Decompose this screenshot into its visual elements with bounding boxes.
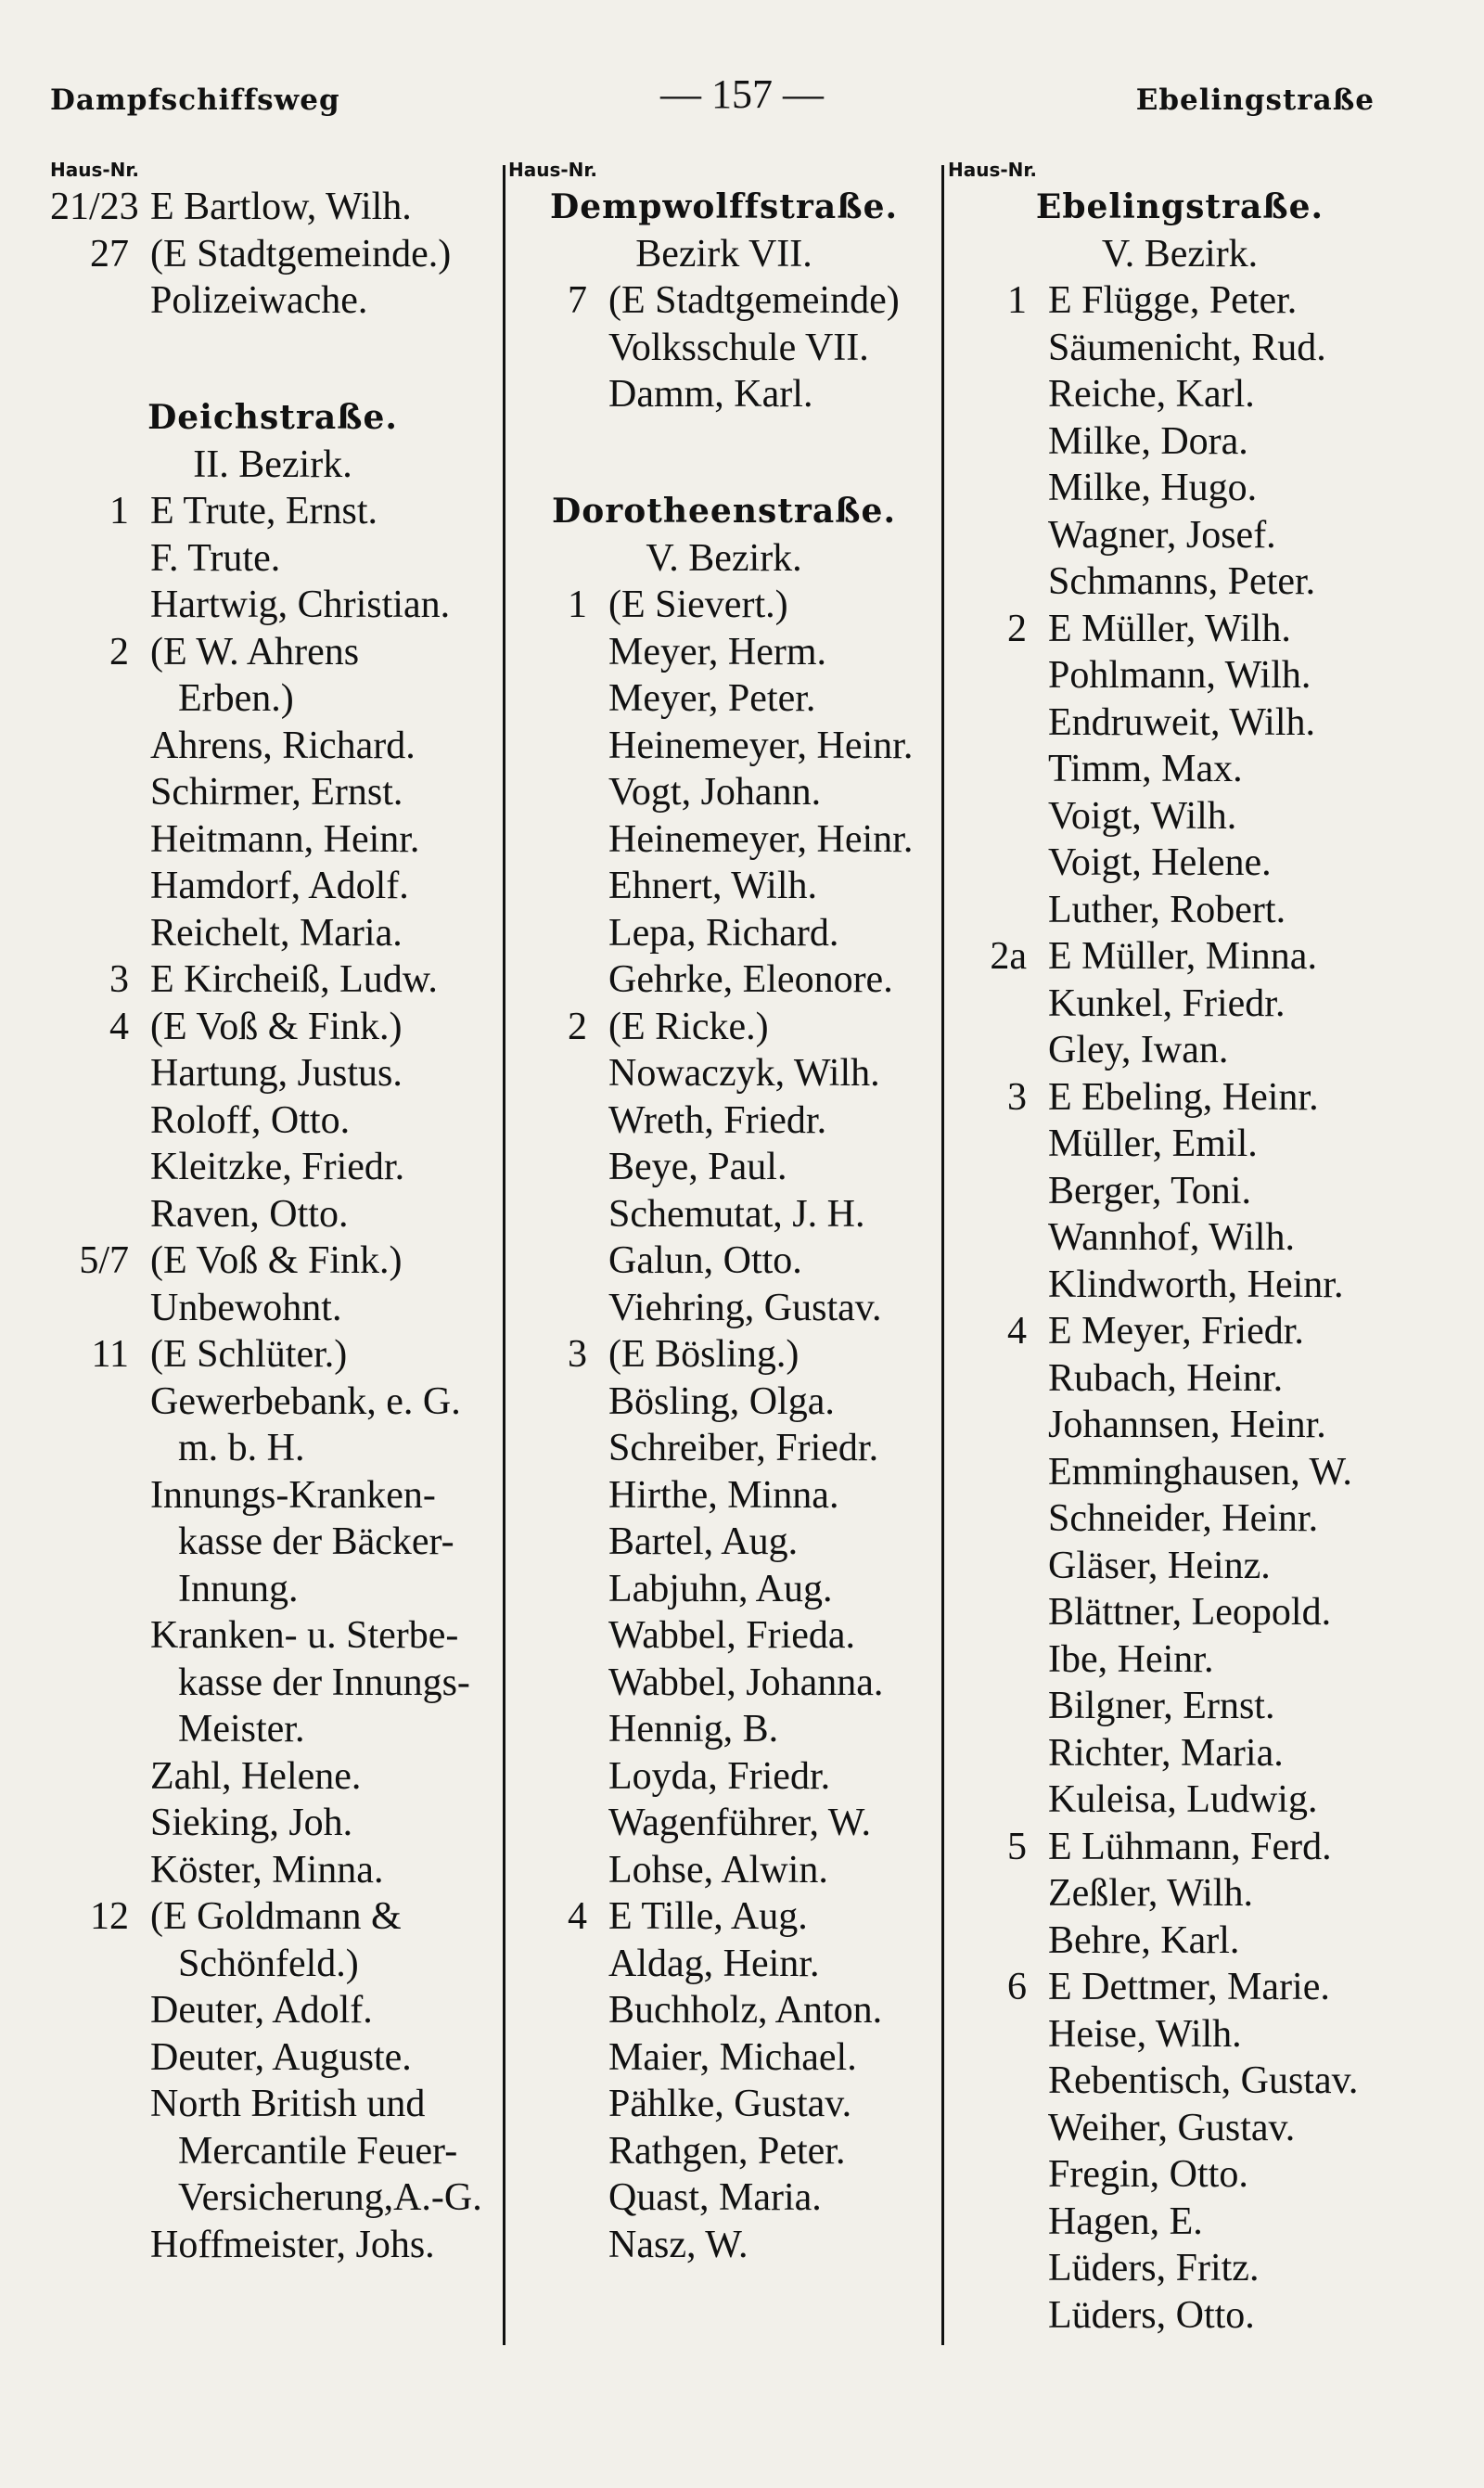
resident-name: Hoffmeister, Johs. — [150, 2223, 435, 2266]
district-label: Bezirk VII. — [635, 232, 812, 276]
directory-entry — [948, 1214, 1412, 1262]
directory-entry — [508, 863, 940, 910]
directory-entry — [948, 1402, 1412, 1449]
resident-name: North British und — [150, 2083, 426, 2125]
directory-entry — [50, 277, 495, 325]
resident-name: Hagen, E. — [1048, 2199, 1203, 2243]
resident-name: (E Ricke.) — [608, 1005, 769, 1048]
house-number: 4 — [568, 1895, 587, 1938]
directory-entry — [948, 793, 1412, 840]
resident-name: Timm, Max. — [1048, 748, 1243, 790]
directory-entry — [50, 1472, 495, 1520]
directory-entry — [508, 1987, 940, 2034]
house-number: 1 — [109, 490, 129, 532]
resident-name: E Kircheiß, Ludw. — [150, 958, 438, 1001]
resident-name: Reichelt, Maria. — [150, 911, 403, 955]
resident-name: Emminghausen, W. — [1048, 1450, 1352, 1494]
directory-entry — [508, 1566, 940, 1613]
directory-entry — [948, 1449, 1412, 1496]
directory-entry — [50, 1238, 495, 1285]
directory-entry — [508, 1004, 940, 1051]
column-divider — [941, 165, 944, 2345]
directory-entry — [508, 1191, 940, 1238]
resident-name: Aldag, Heinr. — [608, 1942, 820, 1985]
resident-name: Polizeiwache. — [150, 279, 368, 322]
house-number-label: Haus-Nr. — [948, 159, 1038, 181]
directory-entry — [948, 1308, 1412, 1355]
resident-name: E Tille, Aug. — [608, 1895, 808, 1938]
district-label: V. Bezirk. — [646, 536, 802, 580]
directory-entry — [50, 629, 495, 676]
resident-name: Behre, Karl. — [1048, 1918, 1240, 1962]
directory-entry — [508, 769, 940, 816]
directory-entry — [508, 956, 940, 1004]
directory-entry — [948, 1168, 1412, 1215]
resident-name: Nowaczyk, Wilh. — [608, 1052, 880, 1095]
directory-entry — [508, 1800, 940, 1847]
resident-name: kasse der Bäcker- — [178, 1520, 454, 1563]
resident-name: Galun, Otto. — [608, 1239, 802, 1282]
directory-entry — [50, 1285, 495, 1332]
directory-entry — [948, 2245, 1412, 2292]
directory-entry — [948, 465, 1412, 512]
resident-name: Kuleisa, Ludwig. — [1048, 1778, 1318, 1821]
directory-entry — [50, 1987, 495, 2034]
directory-entry — [50, 2222, 495, 2269]
directory-entry — [948, 277, 1412, 325]
resident-name: Köster, Minna. — [150, 1848, 384, 1892]
resident-name: Wabbel, Johanna. — [608, 1661, 884, 1704]
house-number-label: Haus-Nr. — [508, 159, 598, 181]
directory-entry — [508, 1519, 940, 1566]
resident-name: Voigt, Wilh. — [1048, 794, 1237, 838]
directory-entry — [50, 582, 495, 629]
directory-entry — [50, 910, 495, 957]
resident-name: Reiche, Karl. — [1048, 373, 1255, 416]
resident-name: Lüders, Otto. — [1048, 2293, 1255, 2337]
directory-entry — [948, 2292, 1412, 2340]
resident-name: Damm, Karl. — [608, 373, 813, 416]
house-number: 27 — [90, 232, 129, 276]
resident-name: Viehring, Gustav. — [608, 1286, 882, 1329]
directory-entry — [948, 699, 1412, 747]
directory-entry — [508, 277, 940, 325]
resident-name: Zahl, Helene. — [150, 1754, 362, 1798]
directory-entry — [948, 1730, 1412, 1777]
resident-name: Loyda, Friedr. — [608, 1754, 831, 1798]
directory-entry — [948, 1870, 1412, 1917]
directory-entry — [948, 418, 1412, 466]
directory-entry — [948, 1636, 1412, 1684]
directory-entry — [50, 1191, 495, 1238]
district-label: II. Bezirk. — [193, 442, 352, 486]
resident-name: E Dettmer, Marie. — [1048, 1966, 1330, 2008]
directory-entry — [508, 816, 940, 864]
resident-name: Wagenführer, W. — [608, 1802, 872, 1844]
house-number: 12 — [90, 1895, 129, 1938]
directory-entry — [50, 1331, 495, 1379]
directory-entry — [50, 1612, 495, 1660]
resident-name: Labjuhn, Aug. — [608, 1567, 833, 1610]
resident-name: Raven, Otto. — [150, 1192, 349, 1236]
resident-name: Zeßler, Wilh. — [1048, 1872, 1253, 1915]
resident-name: F. Trute. — [150, 536, 281, 580]
directory-entry — [948, 1495, 1412, 1543]
resident-name: Ibe, Heinr. — [1048, 1637, 1214, 1681]
resident-name: E Bartlow, Wilh. — [150, 186, 412, 228]
directory-entry — [50, 1004, 495, 1051]
directory-entry — [50, 1566, 495, 1613]
directory-entry — [508, 2081, 940, 2128]
house-number: 5 — [1007, 1825, 1027, 1868]
resident-name: Innungs-Kranken- — [150, 1473, 436, 1517]
directory-entry — [948, 371, 1412, 418]
directory-entry — [948, 2105, 1412, 2152]
directory-entry — [50, 816, 495, 864]
house-number: 2a — [990, 935, 1027, 978]
resident-name: Hennig, B. — [608, 1708, 779, 1751]
house-number: 1 — [1007, 279, 1027, 322]
resident-name: (E Goldmann & — [150, 1895, 402, 1938]
house-number: 11 — [91, 1333, 129, 1376]
directory-entry — [508, 1331, 940, 1379]
resident-name: Meyer, Herm. — [608, 630, 827, 673]
column-divider — [503, 165, 505, 2345]
resident-name: (E Voß & Fink.) — [150, 1005, 403, 1048]
resident-name: Heitmann, Heinr. — [150, 817, 420, 861]
directory-column-3 — [948, 156, 1412, 2339]
directory-entry — [508, 1425, 940, 1472]
resident-name: Deuter, Auguste. — [150, 2035, 412, 2079]
resident-name: Gewerbebank, e. G. — [150, 1379, 461, 1423]
directory-entry — [508, 1706, 940, 1753]
directory-entry — [948, 981, 1412, 1028]
resident-name: Gehrke, Eleonore. — [608, 958, 893, 1001]
resident-name: Kleitzke, Friedr. — [150, 1146, 405, 1188]
directory-entry — [50, 231, 495, 278]
directory-entry — [50, 535, 495, 583]
directory-entry — [50, 769, 495, 816]
directory-entry — [50, 1097, 495, 1145]
house-number: 3 — [109, 958, 129, 1001]
resident-name: E Ebeling, Heinr. — [1048, 1075, 1319, 1119]
directory-entry — [508, 582, 940, 629]
resident-name: (E Bösling.) — [608, 1333, 800, 1376]
resident-name: Fregin, Otto. — [1048, 2153, 1248, 2196]
directory-entry — [508, 325, 940, 372]
directory-entry — [948, 652, 1412, 699]
directory-entry — [50, 675, 495, 723]
directory-entry — [948, 1917, 1412, 1965]
directory-entry — [948, 840, 1412, 887]
directory-entry — [508, 629, 940, 676]
running-head-left: Dampfschiffsweg — [50, 83, 340, 117]
resident-name: Schirmer, Ernst. — [150, 771, 403, 814]
directory-entry — [508, 910, 940, 957]
directory-entry — [508, 1379, 940, 1426]
resident-name: Berger, Toni. — [1048, 1169, 1251, 1212]
directory-entry — [948, 1027, 1412, 1074]
resident-name: Quast, Maria. — [608, 2176, 822, 2219]
directory-entry — [50, 1144, 495, 1191]
directory-entry — [508, 1050, 940, 1097]
resident-name: Rubach, Heinr. — [1048, 1356, 1284, 1400]
resident-name: Rebentisch, Gustav. — [1048, 2059, 1359, 2102]
resident-name: Beye, Paul. — [608, 1146, 787, 1188]
resident-name: Weiher, Gustav. — [1048, 2106, 1296, 2149]
directory-column-2 — [508, 156, 940, 2268]
resident-name: Lepa, Richard. — [608, 911, 839, 955]
street-heading: Dempwolffstraße. — [549, 187, 898, 226]
directory-entry — [948, 2199, 1412, 2246]
resident-name: Lüders, Fritz. — [1048, 2247, 1260, 2289]
directory-entry — [948, 887, 1412, 934]
directory-column-1 — [50, 156, 495, 2268]
resident-name: Endruweit, Wilh. — [1048, 700, 1315, 744]
resident-name: Schemutat, J. H. — [608, 1192, 865, 1236]
resident-name: Hartung, Justus. — [150, 1052, 403, 1095]
resident-name: Wabbel, Frieda. — [608, 1614, 856, 1657]
resident-name: Schmanns, Peter. — [1048, 560, 1316, 603]
directory-entry — [508, 1847, 940, 1894]
resident-name: Vogt, Johann. — [608, 771, 822, 814]
directory-entry — [50, 723, 495, 770]
resident-name: m. b. H. — [178, 1427, 305, 1469]
directory-entry — [508, 675, 940, 723]
resident-name: Wagner, Josef. — [1048, 513, 1276, 557]
directory-entry — [508, 2174, 940, 2222]
running-head-right: Ebelingstraße — [1135, 83, 1375, 117]
resident-name: Pählke, Gustav. — [608, 2083, 852, 2125]
resident-name: (E Stadtgemeinde) — [608, 279, 900, 322]
house-number: 3 — [568, 1333, 587, 1376]
directory-entry — [948, 1121, 1412, 1168]
house-number: 6 — [1007, 1966, 1027, 2008]
house-number: 5/7 — [79, 1239, 129, 1282]
page-header — [0, 63, 1484, 128]
resident-name: Nasz, W. — [608, 2223, 748, 2266]
resident-name: Heinemeyer, Heinr. — [608, 817, 914, 861]
directory-entry — [508, 1285, 940, 1332]
district-label: V. Bezirk. — [1101, 232, 1259, 276]
resident-name: Klindworth, Heinr. — [1048, 1263, 1344, 1306]
directory-entry — [948, 1074, 1412, 1122]
resident-name: Rathgen, Peter. — [608, 2129, 846, 2173]
resident-name: Erben.) — [178, 677, 294, 720]
directory-entry — [508, 1753, 940, 1801]
house-number: 1 — [568, 584, 587, 626]
resident-name: (E Schlüter.) — [150, 1333, 348, 1376]
directory-entry — [508, 723, 940, 770]
house-number-label: Haus-Nr. — [50, 159, 140, 181]
resident-name: Lohse, Alwin. — [608, 1848, 828, 1892]
resident-name: (E Sievert.) — [608, 584, 788, 626]
directory-entry — [50, 863, 495, 910]
resident-name: Ahrens, Richard. — [150, 724, 416, 767]
resident-name: Wreth, Friedr. — [608, 1098, 827, 1142]
directory-entry — [508, 2222, 940, 2269]
directory-entry — [948, 325, 1412, 372]
directory-entry — [508, 1097, 940, 1145]
directory-entry — [948, 606, 1412, 653]
directory-entry — [50, 2174, 495, 2222]
page-number: — 157 — — [660, 71, 824, 117]
directory-entry — [50, 1941, 495, 1988]
resident-name: Milke, Hugo. — [1048, 467, 1258, 509]
directory-entry — [948, 1589, 1412, 1636]
house-number: 2 — [1007, 607, 1027, 650]
directory-entry — [948, 1262, 1412, 1309]
resident-name: Mercantile Feuer- — [178, 2129, 458, 2173]
directory-entry — [948, 1355, 1412, 1403]
house-number: 4 — [1007, 1310, 1027, 1353]
directory-entry — [50, 1660, 495, 1707]
directory-entry — [948, 2011, 1412, 2058]
house-number: 7 — [568, 279, 587, 322]
resident-name: Kranken- u. Sterbe- — [150, 1614, 459, 1657]
resident-name: Voigt, Helene. — [1048, 841, 1272, 884]
resident-name: E Müller, Minna. — [1048, 935, 1317, 978]
directory-entry — [50, 1519, 495, 1566]
directory-entry — [50, 2034, 495, 2082]
resident-name: Meyer, Peter. — [608, 677, 816, 720]
directory-entry — [50, 1706, 495, 1753]
resident-name: Ehnert, Wilh. — [608, 865, 817, 907]
resident-name: Gläser, Heinz. — [1048, 1544, 1271, 1587]
resident-name: Heise, Wilh. — [1048, 2012, 1242, 2056]
resident-name: Gley, Iwan. — [1048, 1029, 1229, 1071]
directory-entry — [50, 184, 495, 231]
resident-name: Hartwig, Christian. — [150, 584, 451, 626]
directory-entry — [948, 1964, 1412, 2011]
resident-name: Blättner, Leopold. — [1048, 1591, 1332, 1634]
resident-name: Wannhof, Wilh. — [1048, 1216, 1295, 1259]
directory-entry — [508, 1144, 940, 1191]
directory-entry — [508, 1893, 940, 1941]
directory-entry — [50, 1050, 495, 1097]
directory-entry — [948, 512, 1412, 559]
resident-name: Deuter, Adolf. — [150, 1989, 373, 2032]
directory-entry — [50, 956, 495, 1004]
directory-entry — [508, 1238, 940, 1285]
resident-name: E Flügge, Peter. — [1048, 279, 1298, 322]
directory-entry — [948, 933, 1412, 981]
resident-name: (E W. Ahrens — [150, 630, 360, 673]
directory-entry — [50, 1893, 495, 1941]
directory-entry — [508, 1941, 940, 1988]
resident-name: Schreiber, Friedr. — [608, 1427, 879, 1469]
resident-name: Innung. — [178, 1567, 299, 1610]
directory-entry — [948, 1543, 1412, 1590]
resident-name: Schneider, Heinr. — [1048, 1497, 1319, 1540]
directory-entry — [508, 1472, 940, 1520]
directory-entry — [508, 2034, 940, 2082]
directory-entry — [948, 558, 1412, 606]
street-heading: Dorotheenstraße. — [552, 492, 896, 531]
street-heading: Deichstraße. — [147, 398, 398, 437]
resident-name: Bartel, Aug. — [608, 1520, 799, 1563]
directory-entry — [50, 1800, 495, 1847]
directory-entry — [948, 2151, 1412, 2199]
directory-entry — [50, 1379, 495, 1426]
resident-name: Bösling, Olga. — [608, 1379, 835, 1423]
resident-name: (E Voß & Fink.) — [150, 1239, 403, 1282]
resident-name: E Meyer, Friedr. — [1048, 1310, 1304, 1353]
resident-name: E Lühmann, Ferd. — [1048, 1825, 1332, 1868]
resident-name: Meister. — [178, 1708, 305, 1751]
resident-name: Richter, Maria. — [1048, 1731, 1284, 1775]
resident-name: Bilgner, Ernst. — [1048, 1685, 1275, 1727]
house-number: 3 — [1007, 1075, 1027, 1119]
resident-name: Pohlmann, Wilh. — [1048, 654, 1311, 697]
house-number: 2 — [568, 1005, 587, 1048]
resident-name: E Trute, Ernst. — [150, 490, 378, 532]
directory-entry — [50, 1425, 495, 1472]
directory-entry — [948, 1683, 1412, 1730]
resident-name: Heinemeyer, Heinr. — [608, 724, 914, 767]
resident-name: Milke, Dora. — [1048, 419, 1248, 463]
resident-name: Luther, Robert. — [1048, 888, 1286, 931]
directory-entry — [50, 2081, 495, 2128]
resident-name: (E Stadtgemeinde.) — [150, 232, 452, 276]
resident-name: Maier, Michael. — [608, 2035, 857, 2079]
resident-name: E Müller, Wilh. — [1048, 607, 1291, 650]
resident-name: Volksschule VII. — [608, 326, 869, 369]
directory-entry — [948, 1824, 1412, 1871]
resident-name: Müller, Emil. — [1048, 1122, 1258, 1165]
directory-entry — [50, 488, 495, 535]
directory-entry — [50, 2128, 495, 2175]
directory-entry — [508, 1612, 940, 1660]
directory-entry — [948, 1776, 1412, 1824]
resident-name: Unbewohnt. — [150, 1286, 342, 1329]
resident-name: Roloff, Otto. — [150, 1098, 351, 1142]
resident-name: Versicherung,A.-G. — [178, 2176, 482, 2219]
resident-name: Hamdorf, Adolf. — [150, 865, 409, 907]
directory-entry — [50, 1753, 495, 1801]
resident-name: Hirthe, Minna. — [608, 1473, 839, 1517]
resident-name: Kunkel, Friedr. — [1048, 981, 1286, 1025]
house-number: 4 — [109, 1005, 129, 1048]
directory-entry — [948, 2058, 1412, 2105]
resident-name: Johannsen, Heinr. — [1048, 1404, 1326, 1446]
resident-name: Sieking, Joh. — [150, 1802, 353, 1844]
directory-entry — [948, 746, 1412, 793]
directory-entry — [508, 2128, 940, 2175]
directory-entry — [50, 1847, 495, 1894]
directory-entry — [508, 1660, 940, 1707]
house-number: 21/23 — [50, 186, 139, 228]
street-heading: Ebelingstraße. — [1035, 187, 1324, 226]
resident-name: Buchholz, Anton. — [608, 1989, 883, 2032]
house-number: 2 — [109, 630, 129, 673]
resident-name: Säumenicht, Rud. — [1048, 326, 1326, 369]
resident-name: Schönfeld.) — [178, 1942, 359, 1985]
directory-entry — [508, 371, 940, 418]
resident-name: kasse der Innungs- — [178, 1661, 470, 1704]
